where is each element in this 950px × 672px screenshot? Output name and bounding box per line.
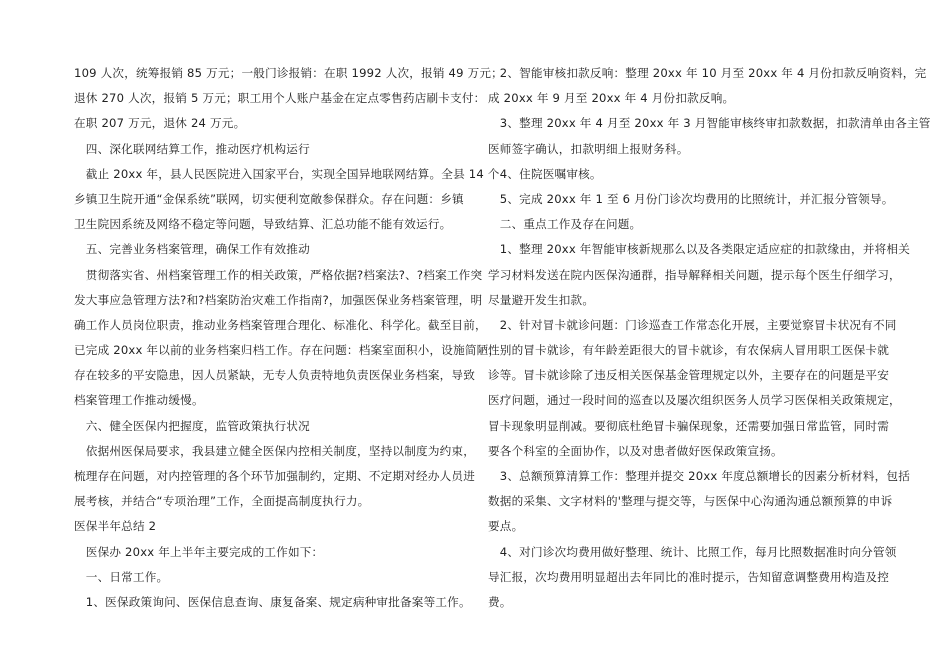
text-line: 在职 207 万元，退休 24 万元。: [74, 116, 246, 131]
text-line: 依据州医保局要求，我县建立健全医保内控相关制度，坚持以制度为约束，: [74, 443, 475, 458]
document-subtitle: 医保半年总结 2: [74, 519, 157, 534]
text-line: 4、对门诊次均费用做好整理、统计、比照工作，每月比照数据准时向分管领: [488, 544, 897, 559]
text-line: 截止 20xx 年，县人民医院进入国家平台，实现全国异地联网结算。全县 14 个: [74, 166, 500, 181]
text-line: 确工作人员岗位职责，推动业务档案管理合理化、标准化、科学化。截至目前，: [74, 317, 487, 332]
text-line: 5、完成 20xx 年 1 至 6 月份门诊次均费用的比照统计，并汇报分管领导。: [488, 191, 894, 206]
text-line: 医保办 20xx 年上半年主要完成的工作如下：: [74, 544, 324, 559]
text-line: 要点。: [488, 519, 524, 534]
section-heading: 四、深化联网结算工作，推动医疗机构运行: [74, 141, 310, 156]
text-line: 存在较多的平安隐患，因人员紧缺，无专人负责特地负责医保业务档案，导致: [74, 368, 475, 383]
text-line: 档案管理工作推动缓慢。: [74, 393, 204, 408]
text-line: 3、总额预算清算工作：整理并提交 20xx 年度总额增长的因素分析材料，包括: [488, 469, 911, 483]
text-line: 1、医保政策询问、医保信息查询、康复备案、规定病种审批备案等工作。: [74, 594, 471, 609]
text-line: 费。: [488, 594, 512, 609]
text-line: 2、智能审核扣款反响：整理 20xx 年 10 月至 20xx 年 4 月份扣款反响资料，完: [488, 66, 927, 80]
section-heading: 二、重点工作及存在问题。: [488, 217, 642, 232]
text-line: 乡镇卫生院开通“金保系统”联网，切实便利宽敞参保群众。存在问题：乡镇: [74, 191, 464, 206]
section-heading: 一、日常工作。: [74, 569, 169, 584]
text-line: 尽量避开发生扣款。: [488, 292, 595, 307]
text-line: 贯彻落实省、州档案管理工作的相关政策，严格依据?档案法?、?档案工作突: [74, 267, 483, 282]
text-line: 要各个科室的全面协作，以及对患者做好医保政策宣扬。: [488, 443, 783, 458]
text-line: 学习材料发送在院内医保沟通群，指导解释相关问题，提示每个医生仔细学习，: [488, 267, 901, 282]
text-line: 发大事应急管理方法?和?档案防治灾难工作指南?，加强医保业务档案管理，明: [74, 292, 483, 307]
text-line: 4、住院医嘱审核。: [488, 166, 602, 181]
text-line: 医疗问题，通过一段时间的巡查以及屡次组织医务人员学习医保相关政策规定，: [488, 393, 901, 408]
text-line: 冒卡现象明显削减。要彻底杜绝冒卡骗保现象，还需要加强日常监管，同时需: [488, 418, 889, 433]
section-heading: 六、健全医保内把握度，监管政策执行状况: [74, 418, 310, 433]
text-line: 诊等。冒卡就诊除了违反相关医保基金管理规定以外，主要存在的问题是平安: [488, 368, 889, 383]
text-line: 3、整理 20xx 年 4 月至 20xx 年 3 月智能审核终审扣款数据，扣款清单由各主管: [488, 116, 931, 131]
text-line: 成 20xx 年 9 月至 20xx 年 4 月份扣款反响。: [488, 91, 735, 106]
text-line: 数据的采集、文字材料的'整理与提交等，与医保中心沟通沟通总额预算的申诉: [488, 494, 893, 509]
text-line: 已完成 20xx 年以前的业务档案归档工作。存在问题：档案室面积小，设施简陋，: [74, 343, 501, 358]
left-text-column: [74, 61, 503, 615]
text-line: 109 人次，统筹报销 85 万元；一般门诊报销：在职 1992 人次，报销 49 万元；: [74, 66, 503, 80]
text-line: 性别的冒卡就诊，有年龄差距很大的冒卡就诊，有农保病人冒用职工医保卡就: [488, 343, 889, 358]
text-line: 梳理存在问题，对内控管理的各个环节加强制约，定期、不定期对经办人员进: [74, 469, 475, 483]
text-line: 展考核，并结合“专项治理”工作，全面提高制度执行力。: [74, 494, 370, 509]
section-heading: 五、完善业务档案管理，确保工作有效推动: [74, 242, 310, 257]
text-line: 1、整理 20xx 年智能审核新规那么以及各类限定适应症的扣款缘由，并将相关: [488, 242, 911, 257]
text-line: 退休 270 人次，报销 5 万元；职工用个人账户基金在定点零售药店刷卡支付：: [74, 91, 486, 106]
text-line: 导汇报，次均费用明显超出去年同比的准时提示，告知留意调整费用构造及控: [488, 569, 889, 584]
right-text-column: [488, 61, 931, 615]
text-line: 卫生院因系统及网络不稳定等问题，导致结算、汇总功能不能有效运行。: [74, 217, 452, 232]
text-line: 2、针对冒卡就诊问题：门诊巡查工作常态化开展，主要觉察冒卡状况有不同: [488, 317, 897, 332]
text-line: 医师签字确认，扣款明细上报财务科。: [488, 141, 689, 156]
